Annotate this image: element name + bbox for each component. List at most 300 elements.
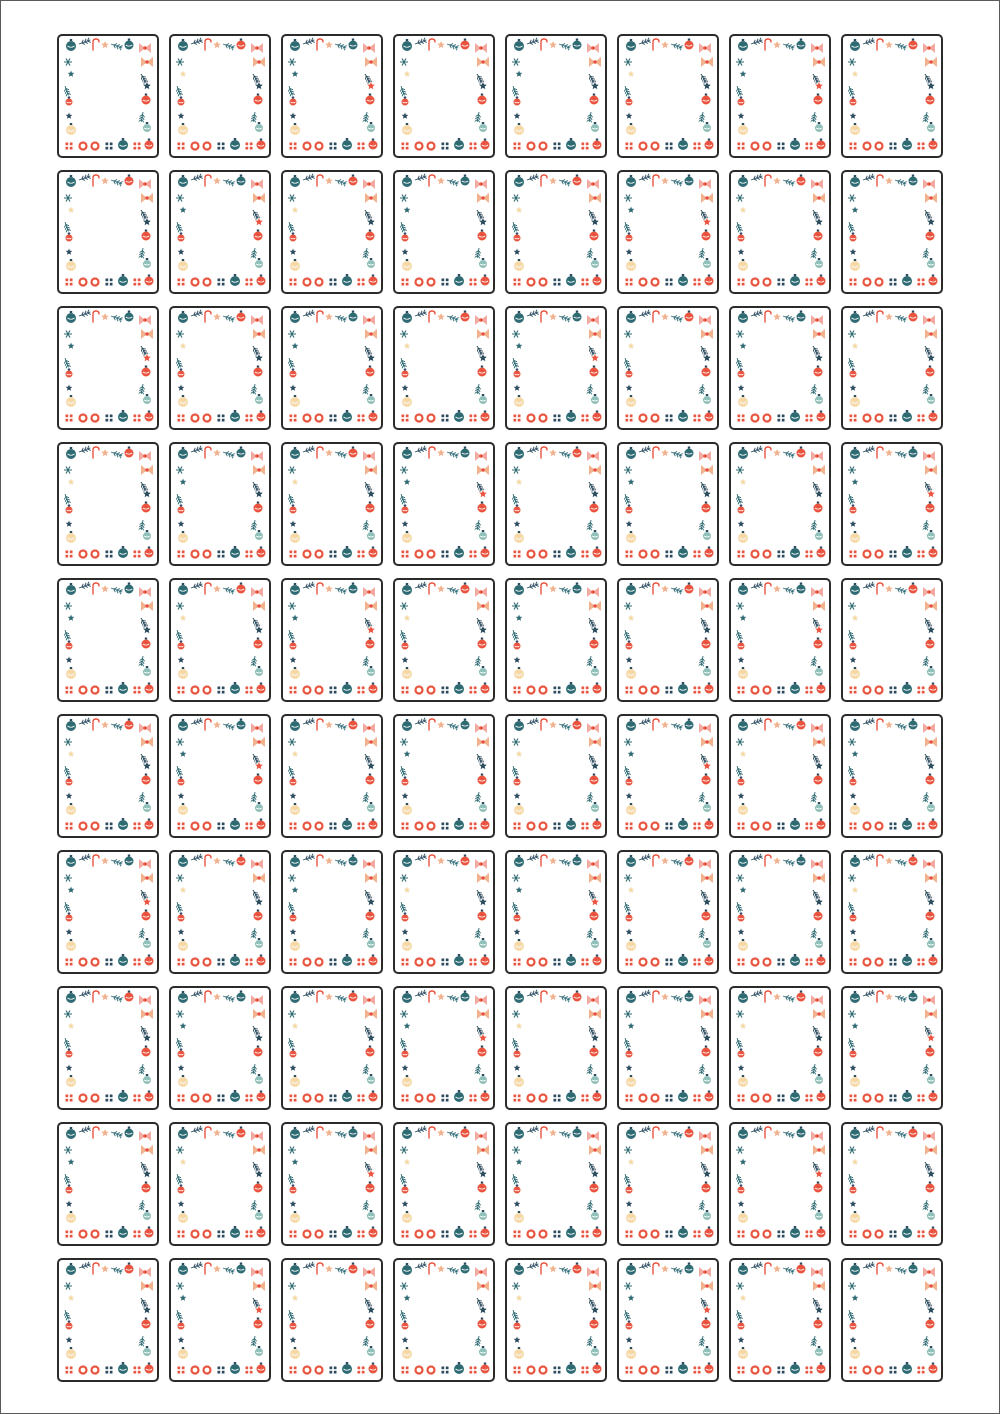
bow-icon — [253, 193, 265, 203]
bauble-icon — [461, 719, 470, 730]
pine-sprig-icon — [811, 520, 818, 531]
star-icon — [885, 585, 893, 592]
bauble-icon — [514, 803, 524, 815]
sticker-label — [281, 442, 383, 566]
bauble-icon — [66, 939, 76, 951]
ornament-frame — [59, 852, 157, 972]
star-icon — [402, 385, 409, 391]
snowflake-icon — [848, 739, 856, 746]
gift-box-icon — [778, 279, 785, 286]
bow-icon — [923, 1131, 935, 1141]
wreath-icon — [876, 687, 883, 694]
candy-cane-icon — [877, 1127, 883, 1138]
star-icon — [661, 41, 669, 48]
candy-cane-icon — [317, 855, 323, 866]
sticker-label — [729, 1258, 831, 1382]
wreath-icon — [864, 1095, 871, 1102]
ornament-frame — [395, 36, 493, 156]
sticker-label — [169, 170, 271, 294]
bauble-icon — [367, 1210, 375, 1220]
wreath-icon — [80, 143, 87, 150]
star-icon — [213, 177, 221, 184]
candy-cane-icon — [317, 719, 323, 730]
pine-sprig-icon — [558, 42, 571, 51]
bauble-icon — [255, 1346, 263, 1356]
bauble-icon — [850, 583, 860, 595]
sticker-label — [57, 850, 159, 974]
star-icon — [514, 1337, 521, 1343]
star-icon — [180, 1295, 187, 1301]
star-icon — [437, 1129, 445, 1136]
candy-cane-icon — [205, 1263, 211, 1274]
bauble-icon — [230, 954, 240, 966]
bow-icon — [811, 179, 823, 189]
wreath-icon — [192, 823, 199, 830]
bauble-icon — [66, 505, 73, 514]
bauble-icon — [66, 913, 73, 922]
bauble-icon — [514, 667, 524, 679]
pine-sprig-icon — [78, 582, 91, 591]
bauble-icon — [702, 774, 711, 785]
candy-cane-icon — [93, 1263, 99, 1274]
bauble-icon — [790, 682, 800, 694]
pine-sprig-icon — [399, 765, 407, 776]
gift-box-icon — [134, 1231, 141, 1238]
candy-cane-icon — [429, 583, 435, 594]
bauble-icon — [590, 230, 599, 241]
pine-sprig-icon — [894, 450, 907, 459]
snowflake-icon — [64, 1011, 72, 1018]
pine-sprig-icon — [287, 629, 295, 640]
gift-box-icon — [358, 959, 365, 966]
bauble-icon — [685, 1263, 694, 1274]
bauble-icon — [142, 502, 151, 513]
pine-sprig-icon — [302, 1262, 315, 1271]
ornament-frame — [283, 988, 381, 1108]
bauble-icon — [118, 1226, 128, 1238]
bauble-icon — [66, 1075, 76, 1087]
gift-box-icon — [806, 823, 813, 830]
bauble-icon — [367, 1074, 375, 1084]
pine-sprig-icon — [735, 1037, 743, 1048]
star-icon — [661, 993, 669, 1000]
pine-sprig-icon — [63, 493, 71, 504]
bauble-icon — [626, 1263, 636, 1275]
gift-box-icon — [134, 279, 141, 286]
bauble-icon — [926, 94, 935, 105]
sticker-label — [729, 714, 831, 838]
pine-sprig-icon — [139, 889, 148, 900]
pine-sprig-icon — [139, 481, 148, 492]
sticker-label — [57, 578, 159, 702]
bauble-icon — [902, 1090, 912, 1102]
bauble-icon — [257, 139, 266, 150]
bauble-icon — [566, 818, 576, 830]
pine-sprig-icon — [414, 446, 427, 455]
bauble-icon — [402, 641, 409, 650]
bauble-icon — [705, 955, 714, 966]
star-icon — [549, 449, 557, 456]
wreath-icon — [316, 687, 323, 694]
wreath-icon — [80, 1367, 87, 1374]
wreath-icon — [540, 143, 547, 150]
pine-sprig-icon — [287, 1173, 295, 1184]
pine-sprig-icon — [526, 174, 539, 183]
gift-box-icon — [890, 143, 897, 150]
snowflake-icon — [624, 875, 632, 882]
sticker-label — [57, 170, 159, 294]
sticker-label — [841, 442, 943, 566]
star-icon — [850, 1337, 857, 1343]
ornament-frame — [843, 1260, 941, 1380]
bow-icon — [139, 587, 151, 597]
gift-box-icon — [178, 551, 185, 558]
bow-icon — [253, 1009, 265, 1019]
gift-box-icon — [850, 279, 857, 286]
pine-sprig-icon — [587, 209, 596, 220]
star-icon — [66, 1065, 73, 1071]
snowflake-icon — [288, 603, 296, 610]
bauble-icon — [290, 39, 300, 51]
pine-sprig-icon — [623, 357, 631, 368]
bauble-icon — [593, 683, 602, 694]
star-icon — [738, 929, 745, 935]
bauble-icon — [703, 666, 711, 676]
bauble-icon — [850, 395, 860, 407]
bow-icon — [923, 723, 935, 733]
sticker-label — [505, 1258, 607, 1382]
pine-sprig-icon — [190, 38, 203, 47]
gift-box-icon — [918, 823, 925, 830]
sticker-label — [617, 306, 719, 430]
pine-sprig-icon — [190, 174, 203, 183]
gift-box-icon — [246, 1231, 253, 1238]
bauble-icon — [125, 447, 134, 458]
sticker-label — [841, 1258, 943, 1382]
bauble-icon — [237, 311, 246, 322]
pine-sprig-icon — [558, 586, 571, 595]
bauble-icon — [66, 803, 76, 815]
bauble-icon — [257, 1363, 266, 1374]
snowflake-icon — [288, 739, 296, 746]
wreath-icon — [764, 823, 771, 830]
wreath-icon — [92, 1095, 99, 1102]
bow-icon — [477, 465, 489, 475]
wreath-icon — [864, 551, 871, 558]
star-icon — [885, 1129, 893, 1136]
pine-sprig-icon — [399, 85, 407, 96]
pine-sprig-icon — [363, 792, 370, 803]
pine-sprig-icon — [190, 446, 203, 455]
star-icon — [404, 1295, 411, 1301]
bauble-icon — [479, 122, 487, 132]
bauble-icon — [626, 39, 636, 51]
wreath-icon — [416, 687, 423, 694]
bauble-icon — [230, 818, 240, 830]
bow-icon — [587, 43, 599, 53]
bauble-icon — [481, 955, 490, 966]
snowflake-icon — [400, 195, 408, 202]
pine-sprig-icon — [811, 889, 820, 900]
bauble-icon — [814, 1182, 823, 1193]
gift-box-icon — [246, 279, 253, 286]
bauble-icon — [626, 1211, 636, 1223]
snowflake-icon — [848, 603, 856, 610]
bauble-icon — [230, 682, 240, 694]
bow-icon — [587, 451, 599, 461]
gift-box-icon — [666, 415, 673, 422]
gift-box-icon — [470, 823, 477, 830]
sticker-label — [57, 714, 159, 838]
bauble-icon — [342, 546, 352, 558]
pine-sprig-icon — [222, 722, 235, 731]
bauble-icon — [590, 1182, 599, 1193]
ornament-frame — [619, 716, 717, 836]
bauble-icon — [290, 259, 300, 271]
pine-sprig-icon — [511, 901, 519, 912]
snowflake-icon — [400, 467, 408, 474]
bauble-icon — [514, 175, 524, 187]
bauble-icon — [790, 1226, 800, 1238]
gift-box-icon — [358, 1367, 365, 1374]
gift-box-icon — [106, 1367, 113, 1374]
gift-box-icon — [850, 551, 857, 558]
pine-sprig-icon — [847, 1309, 855, 1320]
bow-icon — [139, 315, 151, 325]
pine-sprig-icon — [475, 520, 482, 531]
pine-sprig-icon — [63, 357, 71, 368]
bauble-icon — [573, 311, 582, 322]
bauble-icon — [926, 638, 935, 649]
bauble-icon — [479, 394, 487, 404]
star-icon — [325, 449, 333, 456]
wreath-icon — [752, 687, 759, 694]
bauble-icon — [454, 138, 464, 150]
pine-sprig-icon — [475, 1161, 484, 1172]
pine-sprig-icon — [587, 384, 594, 395]
pine-sprig-icon — [222, 314, 235, 323]
bauble-icon — [257, 547, 266, 558]
ornament-frame — [283, 580, 381, 700]
bauble-icon — [738, 583, 748, 595]
sticker-label — [393, 442, 495, 566]
star-icon — [626, 657, 633, 663]
bow-icon — [813, 465, 825, 475]
pine-sprig-icon — [923, 1161, 932, 1172]
candy-cane-icon — [653, 991, 659, 1002]
candy-cane-icon — [429, 855, 435, 866]
pine-sprig-icon — [287, 221, 295, 232]
bauble-icon — [514, 1263, 524, 1275]
bauble-icon — [814, 366, 823, 377]
wreath-icon — [864, 1231, 871, 1238]
bauble-icon — [257, 411, 266, 422]
bauble-icon — [143, 530, 151, 540]
sticker-label — [617, 578, 719, 702]
bauble-icon — [817, 1091, 826, 1102]
bow-icon — [253, 873, 265, 883]
gift-box-icon — [402, 1231, 409, 1238]
bauble-icon — [142, 774, 151, 785]
bow-icon — [701, 465, 713, 475]
candy-cane-icon — [541, 583, 547, 594]
pine-sprig-icon — [670, 450, 683, 459]
pine-sprig-icon — [923, 792, 930, 803]
bauble-icon — [402, 855, 412, 867]
bauble-icon — [626, 777, 633, 786]
pine-sprig-icon — [190, 990, 203, 999]
star-icon — [514, 249, 521, 255]
bauble-icon — [850, 39, 860, 51]
bauble-icon — [929, 683, 938, 694]
bauble-icon — [254, 1318, 263, 1329]
pine-sprig-icon — [894, 994, 907, 1003]
pine-sprig-icon — [923, 345, 932, 356]
bauble-icon — [237, 39, 246, 50]
bauble-icon — [685, 855, 694, 866]
bauble-icon — [369, 411, 378, 422]
pine-sprig-icon — [735, 493, 743, 504]
bow-icon — [699, 995, 711, 1005]
pine-sprig-icon — [894, 1266, 907, 1275]
star-icon — [885, 449, 893, 456]
pine-sprig-icon — [623, 765, 631, 776]
wreath-icon — [764, 415, 771, 422]
bow-icon — [925, 601, 937, 611]
gift-box-icon — [778, 1367, 785, 1374]
wreath-icon — [416, 279, 423, 286]
gift-box-icon — [106, 687, 113, 694]
gift-box-icon — [806, 143, 813, 150]
gift-box-icon — [738, 1231, 745, 1238]
ornament-frame — [619, 580, 717, 700]
sticker-label — [281, 170, 383, 294]
bauble-icon — [237, 991, 246, 1002]
wreath-icon — [304, 1231, 311, 1238]
gift-box-icon — [514, 1367, 521, 1374]
gift-box-icon — [246, 1095, 253, 1102]
bauble-icon — [850, 369, 857, 378]
ornament-frame — [171, 988, 269, 1108]
star-icon — [514, 385, 521, 391]
bauble-icon — [738, 505, 745, 514]
bauble-icon — [909, 447, 918, 458]
ornament-frame — [507, 988, 605, 1108]
bauble-icon — [290, 175, 300, 187]
star-icon — [180, 479, 187, 485]
pine-sprig-icon — [558, 994, 571, 1003]
bauble-icon — [626, 311, 636, 323]
bow-icon — [365, 193, 377, 203]
pine-sprig-icon — [363, 656, 370, 667]
gift-box-icon — [290, 687, 297, 694]
bauble-icon — [230, 1090, 240, 1102]
bauble-icon — [178, 991, 188, 1003]
wreath-icon — [752, 1095, 759, 1102]
gift-box-icon — [666, 959, 673, 966]
ornament-frame — [395, 444, 493, 564]
bauble-icon — [850, 777, 857, 786]
pine-sprig-icon — [399, 357, 407, 368]
pine-sprig-icon — [446, 314, 459, 323]
bauble-icon — [143, 938, 151, 948]
gift-box-icon — [918, 687, 925, 694]
star-icon — [290, 1337, 297, 1343]
ornament-frame — [59, 1124, 157, 1244]
bow-icon — [925, 193, 937, 203]
pine-sprig-icon — [190, 1262, 203, 1271]
bow-icon — [251, 451, 263, 461]
pine-sprig-icon — [414, 718, 427, 727]
bauble-icon — [143, 122, 151, 132]
star-icon — [773, 177, 781, 184]
candy-cane-icon — [93, 447, 99, 458]
pine-sprig-icon — [175, 629, 183, 640]
star-icon — [516, 479, 523, 485]
star-icon — [549, 41, 557, 48]
wreath-icon — [540, 823, 547, 830]
bauble-icon — [797, 1127, 806, 1138]
bow-icon — [813, 601, 825, 611]
bauble-icon — [814, 502, 823, 513]
star-icon — [68, 751, 75, 757]
bauble-icon — [702, 366, 711, 377]
candy-cane-icon — [877, 175, 883, 186]
bauble-icon — [702, 1318, 711, 1329]
pine-sprig-icon — [175, 221, 183, 232]
pine-sprig-icon — [414, 1126, 427, 1135]
snowflake-icon — [64, 739, 72, 746]
bow-icon — [141, 1009, 153, 1019]
star-icon — [101, 1129, 109, 1136]
candy-cane-icon — [429, 311, 435, 322]
sticker-label — [169, 306, 271, 430]
candy-cane-icon — [653, 719, 659, 730]
pine-sprig-icon — [139, 928, 146, 939]
bauble-icon — [514, 395, 524, 407]
gift-box-icon — [402, 279, 409, 286]
pine-sprig-icon — [670, 722, 683, 731]
star-icon — [850, 385, 857, 391]
pine-sprig-icon — [587, 1200, 594, 1211]
pine-sprig-icon — [175, 1173, 183, 1184]
wreath-icon — [80, 1095, 87, 1102]
sticker-label — [841, 170, 943, 294]
pine-sprig-icon — [894, 586, 907, 595]
snowflake-icon — [64, 875, 72, 882]
bow-icon — [589, 329, 601, 339]
pine-sprig-icon — [511, 221, 519, 232]
bauble-icon — [230, 546, 240, 558]
bauble-icon — [125, 311, 134, 322]
bauble-icon — [402, 369, 409, 378]
gift-box-icon — [402, 415, 409, 422]
gift-box-icon — [66, 1095, 73, 1102]
snowflake-icon — [176, 739, 184, 746]
pine-sprig-icon — [222, 586, 235, 595]
bauble-icon — [909, 175, 918, 186]
star-icon — [661, 721, 669, 728]
star-icon — [514, 113, 521, 119]
star-icon — [437, 41, 445, 48]
bauble-icon — [402, 803, 412, 815]
bow-icon — [587, 315, 599, 325]
bauble-icon — [178, 777, 185, 786]
sticker-label — [505, 306, 607, 430]
bauble-icon — [573, 39, 582, 50]
gift-box-icon — [738, 415, 745, 422]
candy-cane-icon — [765, 1127, 771, 1138]
